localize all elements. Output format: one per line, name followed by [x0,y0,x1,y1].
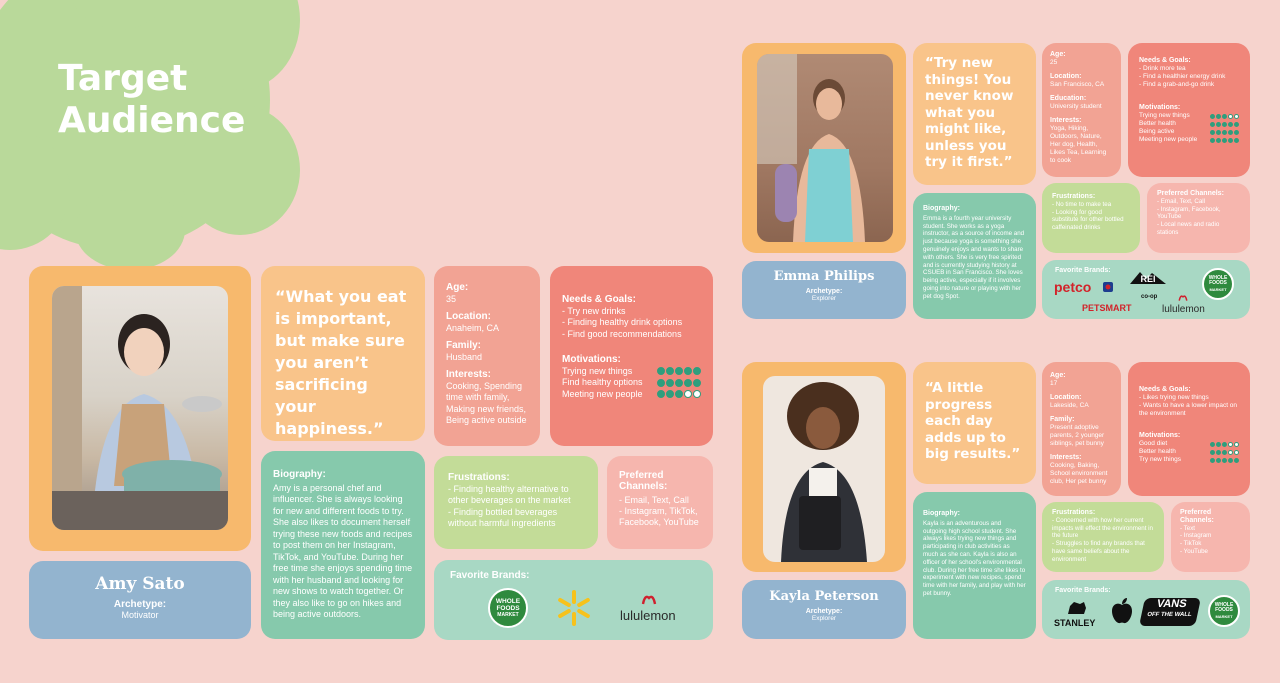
motivation-row [1139,456,1239,464]
rating-dots [1210,122,1239,127]
emma-photo [757,54,893,242]
kayla-needs-label: Needs & Goals: [1139,386,1191,393]
list-item: - Find a grab-and-go drink [1139,81,1239,89]
amy-name-card [29,561,251,639]
motivation-row [1139,128,1239,136]
rating-dot-filled [1222,442,1227,447]
rating-dot-filled [1222,122,1227,127]
emma-brands-card [1042,260,1250,319]
list-item: - Text [1180,525,1241,533]
list-item: - Instagram [1180,532,1241,540]
amy-biography-label: Biography: [273,469,326,480]
emma-name-card [742,261,906,319]
rating-dots [657,379,701,387]
rating-dots [1210,138,1239,143]
walmart-spark-icon [554,588,594,628]
kayla-location-label: Location: [1050,394,1082,401]
lululemon-logo-text: lululemon [1162,304,1205,315]
kayla-name-card [742,580,906,639]
rating-dots [1210,458,1239,463]
rating-dot-filled [693,367,701,375]
kayla-name: Kayla Peterson [769,589,879,604]
list-item: - Concerned with how her current impacts will effect the environment in the future [1052,517,1154,540]
kayla-frustrations-label: Frustrations: [1052,509,1096,516]
kayla-biography-card [913,492,1036,639]
amy-biography: Amy is a personal chef and influencer. She is always looking for new and different foods to try. She also likes to document herself trying these new foods and recipes to post them on her Instagram, TikTok, and YouTube. During her free time she enjoys spending time with her husband and looking for new shows to watch together. Or they also like to go on hikes and being active outdoors. [273,482,413,619]
amy-needs-list [562,306,701,341]
kayla-quote-card [913,362,1036,484]
whole-foods-logo-subtext: MARKET [1215,613,1233,619]
amy-motivations-label: Motivations: [562,354,621,365]
whole-foods-logo-subtext: MARKET [1209,286,1227,292]
emma-education-label: Education: [1050,95,1087,102]
rating-dot-filled [1228,458,1233,463]
kayla-channels-label: Preferred Channels: [1180,509,1214,524]
rei-logo-subtext: co-op [1141,294,1158,300]
emma-motivations-label: Motivations: [1139,104,1181,111]
rating-dot-filled [693,379,701,387]
list-item: - Email, Text, Call [1157,198,1240,206]
motivation-label: Trying new things [1139,112,1190,119]
amy-quote: “What you eat is important, but make sure you aren’t sacrificing your happiness.” [275,287,407,438]
rating-dot-empty [1228,442,1233,447]
kayla-channels-list [1180,525,1241,556]
amy-frustrations-card [434,456,598,549]
rating-dot-filled [1210,122,1215,127]
emma-channels-label: Preferred Channels: [1157,190,1224,197]
rating-dot-filled [1228,122,1233,127]
whole-foods-logo [1208,595,1240,627]
lululemon-icon [1178,293,1188,302]
kayla-channels-card [1171,502,1250,572]
rating-dot-empty [1234,442,1239,447]
amy-location-label: Location: [446,311,491,322]
emma-needs-card [1128,43,1250,177]
kayla-age-label: Age: [1050,372,1066,379]
motivation-label: Better health [1139,448,1176,455]
emma-brands-label: Favorite Brands: [1055,267,1111,274]
kayla-frustrations-card [1042,502,1164,572]
kayla-biography: Kayla is an adventurous and outgoing high school student. She always likes trying new things and participating in club activities as much as she can. Kayla is also an officer of her school's environmental club. During her free time she likes to experiment with new recipes, spend time with her family, and play with her pet bunny. [923,519,1026,597]
amy-person-illustration [52,286,228,530]
rating-dot-filled [1210,450,1215,455]
amy-motivations-list [562,366,701,401]
kayla-person-illustration [763,376,885,562]
lululemon-icon [641,592,657,606]
amy-name: Amy Sato [95,574,185,594]
amy-brands-card [434,560,713,640]
emma-person-illustration [757,54,893,242]
rating-dot-filled [1216,114,1221,119]
rating-dot-filled [657,367,665,375]
list-item: - Likes trying new things [1139,394,1239,402]
kayla-interests-label: Interests: [1050,454,1082,461]
motivation-label: Trying new things [562,365,633,376]
kayla-quote: “A little progress each day adds up to big results.” [925,380,1021,462]
amy-details-card [434,266,540,446]
list-item: - Find good recommendations [562,329,701,341]
petco-pet-icon [1102,280,1114,294]
list-item: - Struggles to find any brands that have same beliefs about the environment [1052,540,1154,563]
emma-details-card [1042,43,1121,177]
rating-dot-filled [657,390,665,398]
emma-archetype-label: Archetype: [805,288,843,295]
list-item: - TikTok [1180,540,1241,548]
rating-dot-filled [675,379,683,387]
motivation-row [1139,448,1239,456]
emma-age-label: Age: [1050,51,1066,58]
rating-dot-filled [1216,450,1221,455]
list-item: - Finding healthy drink options [562,317,701,329]
rating-dot-filled [1222,114,1227,119]
whole-foods-logo [1202,268,1234,300]
list-item: - Local news and radio stations [1157,221,1240,237]
rei-logo [1128,270,1168,294]
motivation-row [562,377,701,389]
emma-motivations-list [1139,112,1239,144]
kayla-details-card [1042,362,1121,496]
kayla-location: Lakeside, CA [1050,402,1089,409]
amy-age-label: Age: [446,282,469,293]
amy-needs-card [550,266,713,446]
vans-logo-text: VANS [1155,598,1188,610]
kayla-brands-card [1042,580,1250,639]
list-item: - Drink more tea [1139,65,1239,73]
page-title-line2: Audience [58,100,246,141]
list-item: - No time to make tea [1052,201,1130,209]
rating-dot-filled [675,390,683,398]
rating-dot-filled [684,379,692,387]
rating-dot-filled [666,367,674,375]
rating-dots [657,367,701,375]
amy-family: Husband [446,351,483,362]
kayla-needs-card [1128,362,1250,496]
kayla-archetype-label: Archetype: [805,608,843,615]
emma-frustrations-card [1042,183,1140,253]
amy-frustrations-list [448,484,584,530]
rating-dot-empty [1228,450,1233,455]
motivation-label: Being active [1139,128,1175,135]
rating-dot-filled [684,367,692,375]
motivation-label: Better health [1139,120,1176,127]
emma-quote: “Try new things! You never know what you might like, unless you try it first.” [925,55,1014,170]
amy-interests-label: Interests: [446,369,492,380]
rating-dot-filled [666,390,674,398]
kayla-brands-label: Favorite Brands: [1055,587,1111,594]
rating-dot-filled [666,379,674,387]
emma-needs-list [1139,65,1239,89]
motivation-row [1139,120,1239,128]
list-item: - Instagram, Facebook, YouTube [1157,206,1240,222]
emma-interests-label: Interests: [1050,117,1082,124]
list-item: - Email, Text, Call [619,495,701,506]
rating-dot-empty [1228,114,1233,119]
kayla-interests: Cooking, Baking, School environment club, Her pet bunny [1050,462,1108,485]
vans-logo-subtext: OFF THE WALL [1146,612,1193,618]
stanley-logo-text: STANLEY [1054,618,1096,628]
rating-dot-filled [1234,130,1239,135]
motivation-label: Find healthy options [562,377,643,387]
motivation-label: Good diet [1139,440,1168,447]
amy-biography-card [261,451,425,639]
rating-dot-empty [1234,450,1239,455]
emma-quote-card [913,43,1036,185]
emma-biography-card [913,193,1036,319]
rei-logo-text: REI [1140,274,1156,284]
kayla-needs-list [1139,394,1239,418]
rating-dot-empty [693,390,701,398]
kayla-age: 17 [1050,380,1058,387]
kayla-family-label: Family: [1050,416,1075,423]
emma-name: Emma Philips [773,269,875,284]
emma-frustrations-label: Frustrations: [1052,193,1096,200]
emma-frustrations-list [1052,201,1130,232]
list-item: - Looking for good substitute for other bottled caffeinated drinks [1052,209,1130,232]
motivation-label: Meeting new people [562,388,643,399]
list-item: - Try new drinks [562,306,701,318]
amy-frustrations-label: Frustrations: [448,472,510,483]
motivation-row [1139,136,1239,144]
emma-interests: Yoga, Hiking, Outdoors, Nature, Her dog, Health, Likes Tea, Learning to cook [1050,125,1107,164]
rating-dot-filled [675,367,683,375]
emma-location: San Francisco, CA [1050,81,1105,88]
kayla-frustrations-list [1052,517,1154,564]
amy-age: 35 [446,293,457,304]
rating-dot-filled [1210,458,1215,463]
rating-dot-empty [1234,114,1239,119]
emma-channels-card [1147,183,1250,253]
motivation-row [562,366,701,378]
rating-dot-filled [1228,130,1233,135]
emma-biography-label: Biography: [923,205,960,212]
rating-dots [1210,442,1239,447]
amy-archetype: Motivator [121,610,159,620]
rating-dot-filled [1210,442,1215,447]
vans-logo [1139,598,1201,626]
rating-dots [1210,130,1239,135]
amy-channels-list [619,495,701,528]
amy-location: Anaheim, CA [446,322,500,333]
motivation-label: Meeting new people [1139,136,1198,143]
rating-dot-filled [1222,130,1227,135]
petco-logo-text: petco [1054,279,1092,295]
stanley-bear-icon [1066,600,1088,616]
motivation-row [1139,112,1239,120]
kayla-photo [763,376,885,562]
rating-dot-filled [1228,138,1233,143]
kayla-archetype: Explorer [811,615,837,622]
rating-dot-filled [1210,138,1215,143]
rating-dot-empty [684,390,692,398]
list-item: - Finding bottled beverages without harmful ingredients [448,507,584,530]
rating-dot-filled [1216,442,1221,447]
amy-needs-label: Needs & Goals: [562,294,636,305]
rating-dots [1210,450,1239,455]
kayla-biography-label: Biography: [923,510,960,517]
rating-dot-filled [1222,138,1227,143]
rating-dots [657,390,701,398]
emma-archetype: Explorer [811,295,837,302]
amy-interests: Cooking, Spending time with family, Making new friends, Being active outside [446,380,527,425]
amy-brands-label: Favorite Brands: [450,570,530,581]
rating-dot-filled [1210,130,1215,135]
emma-biography: Emma is a fourth year university student. She works as a yoga instructor, as a source of income and just because yoga is something she genuinely enjoys and wants to share with others. She is very free spirited and is currently studying history at CSUEB in San Francisco. She loves being active, especially if it involves going into nature or playing with her pet dog Spot. [923,214,1025,300]
rating-dot-filled [1210,114,1215,119]
rating-dot-filled [1222,458,1227,463]
list-item: - YouTube [1180,548,1241,556]
list-item: - Wants to have a lower impact on the environment [1139,402,1239,418]
motivation-row [1139,440,1239,448]
rating-dot-filled [1216,138,1221,143]
motivation-label: Try new things [1139,456,1182,463]
rating-dot-filled [1234,138,1239,143]
amy-channels-label: Preferred Channels: [619,470,668,492]
list-item: - Instagram, TikTok, Facebook, YouTube [619,506,701,528]
list-item: - Find a healthier energy drink [1139,73,1239,81]
amy-family-label: Family: [446,340,482,351]
amy-archetype-label: Archetype: [113,599,167,610]
list-item: - Finding healthy alternative to other beverages on the market [448,484,584,507]
apple-icon [1110,597,1134,625]
page-title [58,58,245,142]
whole-foods-logo-text: WHOLE FOODS [495,597,521,612]
amy-quote-card [261,266,425,441]
kayla-motivations-list [1139,440,1239,464]
whole-foods-logo-text: WHOLE FOODS [1208,274,1228,287]
whole-foods-logo [488,588,528,628]
motivation-row [562,389,701,401]
whole-foods-logo-text: WHOLE FOODS [1214,601,1234,614]
emma-location-label: Location: [1050,73,1082,80]
rating-dot-filled [1234,458,1239,463]
rating-dot-filled [657,379,665,387]
rating-dot-filled [1216,122,1221,127]
rating-dot-filled [1216,458,1221,463]
page-title-line1: Target [58,58,188,99]
rating-dot-filled [1216,130,1221,135]
emma-age: 25 [1050,59,1058,66]
amy-channels-card [607,456,713,549]
emma-channels-list [1157,198,1240,237]
petsmart-logo-text: PETSMART [1082,303,1132,313]
rating-dot-filled [1222,450,1227,455]
emma-education: University student [1050,103,1102,110]
kayla-motivations-label: Motivations: [1139,432,1181,439]
rating-dot-filled [1234,122,1239,127]
whole-foods-logo-subtext: MARKET [497,611,519,618]
rating-dots [1210,114,1239,119]
emma-needs-label: Needs & Goals: [1139,57,1191,64]
kayla-family: Present adoptive parents, 2 younger siblings, pet bunny [1050,424,1105,447]
amy-photo [52,286,228,530]
lululemon-logo-text: lululemon [620,608,676,623]
